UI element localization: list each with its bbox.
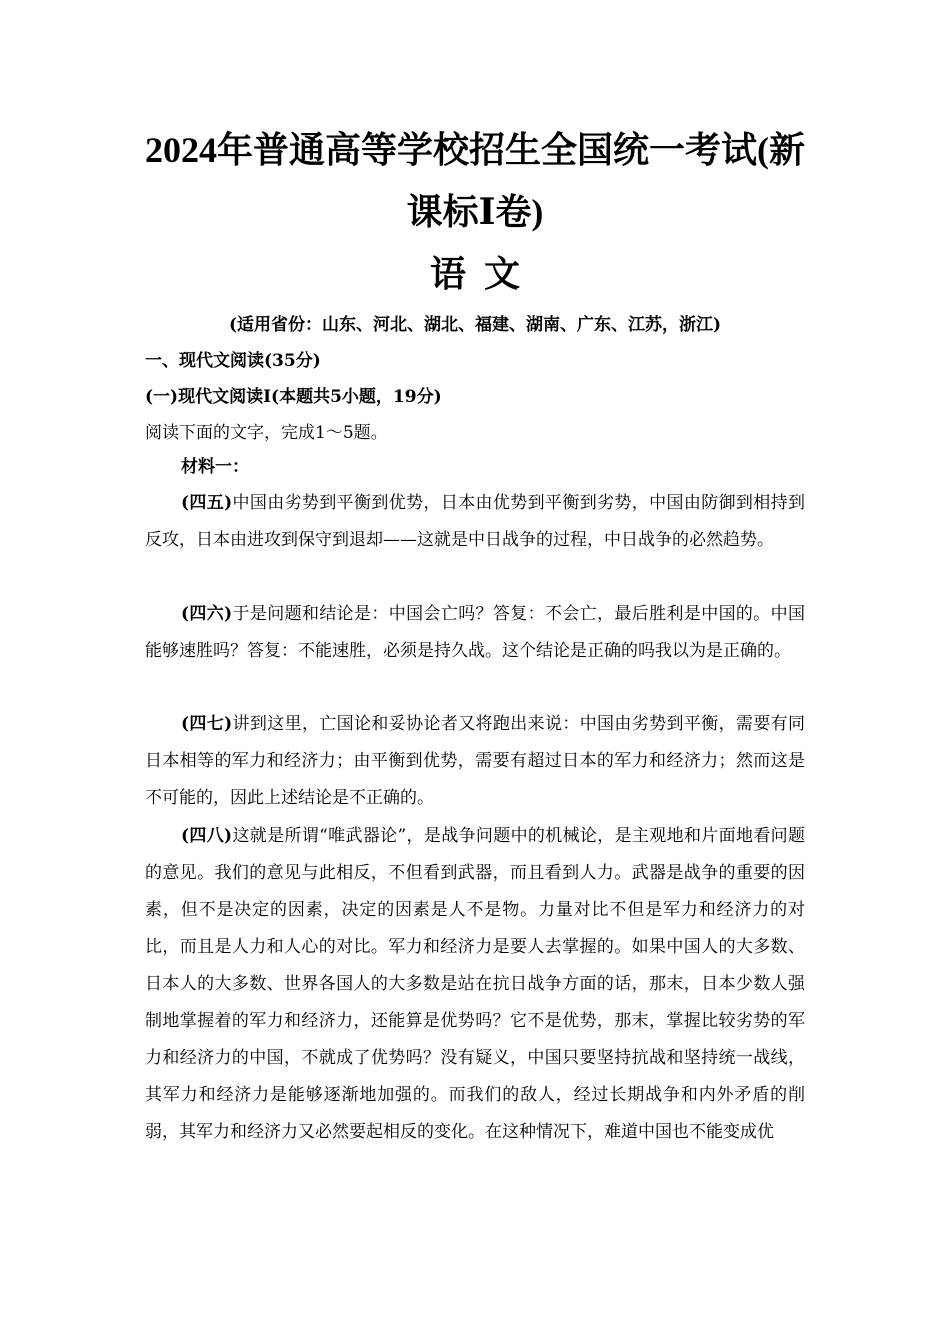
subject-title: 语文 (429, 254, 538, 294)
paragraph-46 (145, 596, 805, 670)
paragraph-number: (四八) (181, 826, 233, 846)
exam-title-line-2: 课标Ⅰ卷) (406, 192, 544, 232)
paragraph-48 (145, 818, 805, 1151)
material-label: 材料一： (181, 457, 249, 477)
subsection-heading: (一)现代文阅读Ⅰ(本题共5小题，19分) (145, 387, 442, 407)
paragraph-number: (四六) (181, 604, 233, 624)
applicable-provinces: (适用省份：山东、河北、湖北、福建、湖南、广东、江苏，浙江) (228, 315, 722, 335)
paragraph-number: (四五) (181, 493, 233, 513)
paragraph-text: 中国由劣势到平衡到优势，日本由优势到平衡到劣势，中国由防御到相持到反攻，日本由进攻到保守到退却——这就是中日战争的过程，中日战争的必然趋势。 (145, 493, 806, 550)
paragraph-text: 于是问题和结论是：中国会亡吗？答复：不会亡，最后胜利是中国的。中国能够速胜吗？答复：不能速胜，必须是持久战。这个结论是正确的吗我以为是正确的。 (145, 604, 806, 661)
paragraph-text: 讲到这里，亡国论和妥协论者又将跑出来说：中国由劣势到平衡，需要有同日本相等的军力和经济力；由平衡到优势，需要有超过日本的军力和经济力；然而这是不可能的，因此上述结论是不正确的。 (145, 714, 806, 808)
paragraph-text: 这就是所谓“唯武器论”，是战争问题中的机械论，是主观地和片面地看问题的意见。我们的意见与此相反，不但看到武器，而且看到人力。武器是战争的重要的因素，但不是决定的因素，决定的因素是人不是物。力量对比不但是军力和经济力的对比，而且是人力和人心的对比。军力和经济力是要人去掌握的。如果中国人的大多数、日本人的大多数、世界各国人的大多数是站在抗日战争方面的话，那末，日本少数人强制地掌握着的军力和经济力，还能算是优势吗？它不是优势，那末，掌握比较劣势的军力和经济力的中国，不就成了优势吗？没有疑义，中国只要坚持抗战和坚持统一战线，其军力和经济力是能够逐渐地加强的。而我们的敌人，经过长期战争和内外矛盾的削弱，其军力和经济力又必然要起相反的变化。在这种情况下，难道中国也不能变成优 (145, 826, 805, 1142)
exam-title-line-1: 2024年普通高等学校招生全国统一考试(新 (145, 130, 805, 170)
paragraph-number: (四七) (181, 714, 233, 734)
paragraph-45 (145, 485, 805, 559)
section-heading: 一、现代文阅读(35分) (145, 351, 321, 371)
paragraph-47 (145, 706, 805, 817)
reading-instruction: 阅读下面的文字，完成1～5题。 (145, 423, 388, 443)
